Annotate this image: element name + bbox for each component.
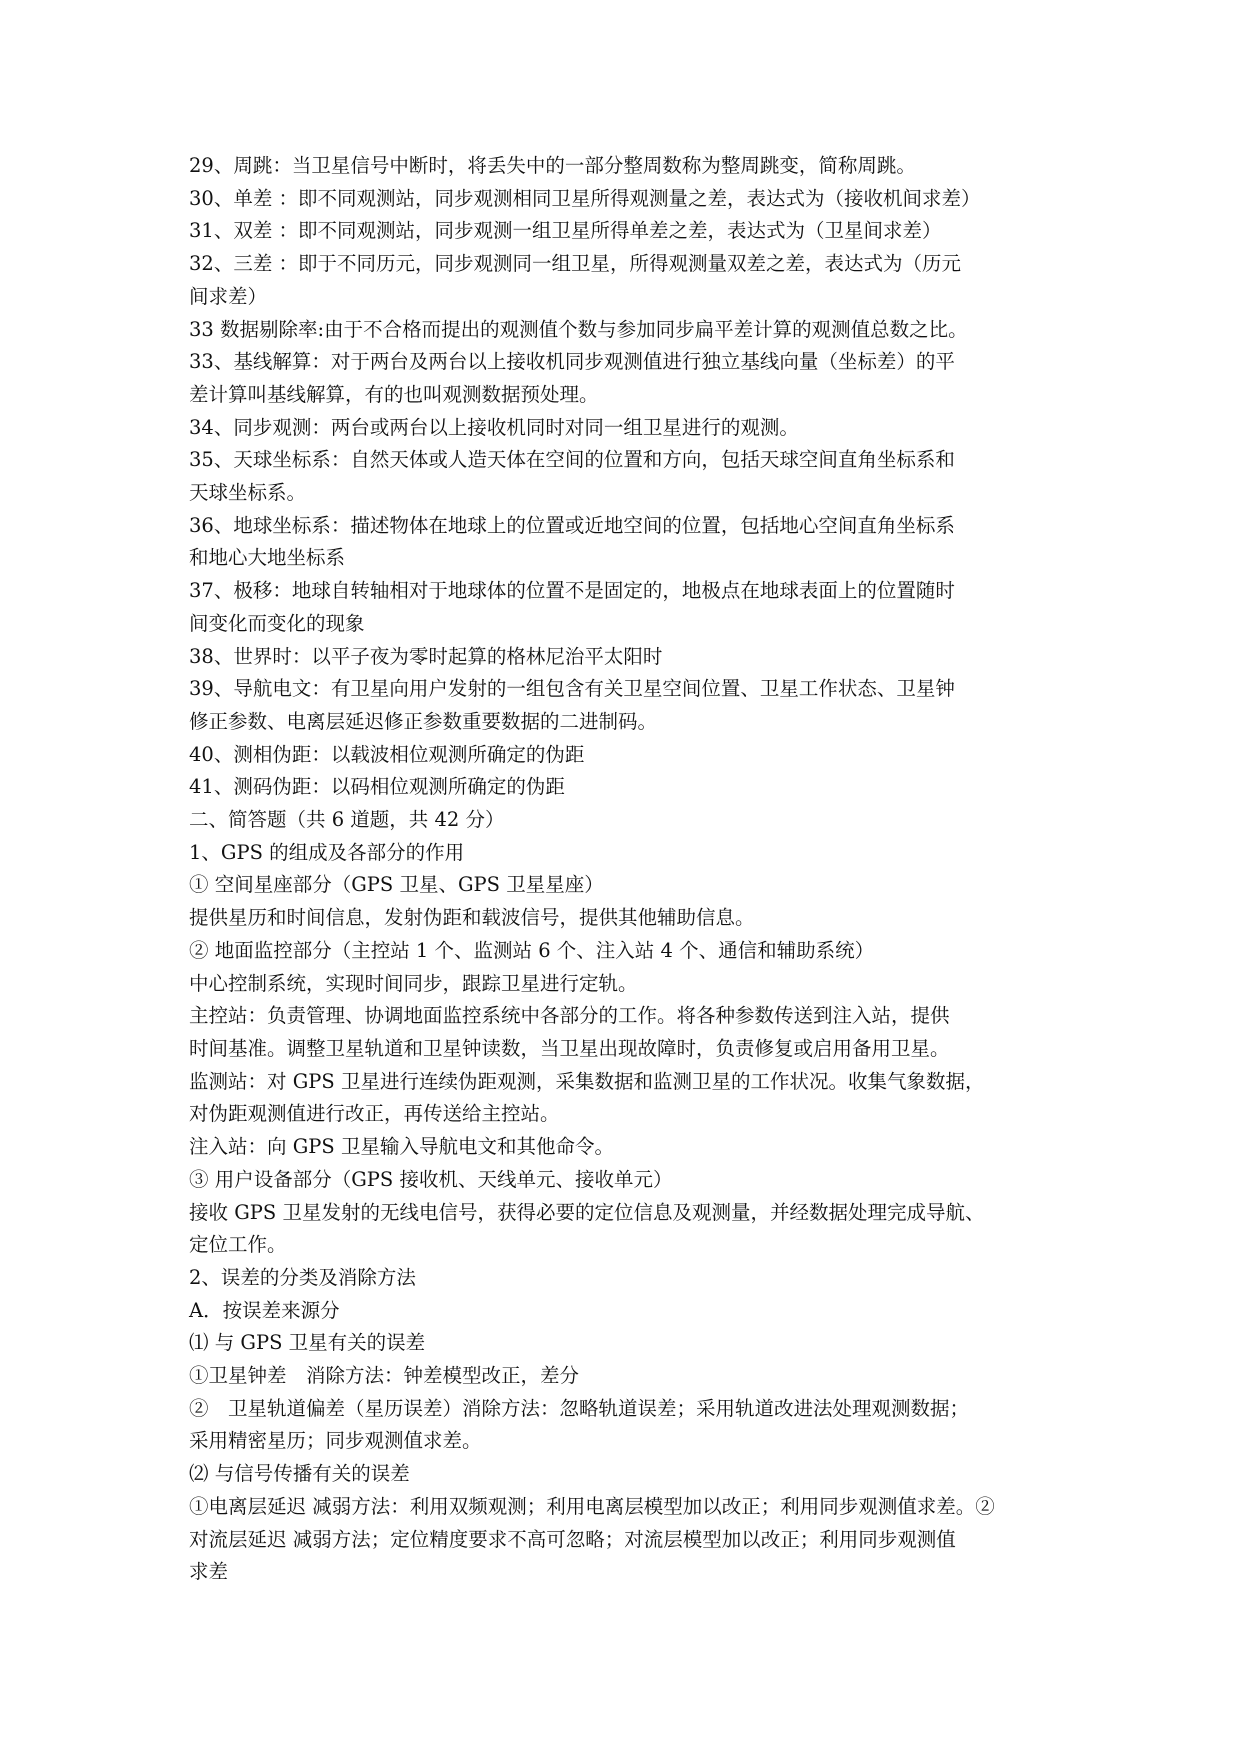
question-heading: 1、GPS 的组成及各部分的作用 (189, 840, 465, 864)
text-line: 29、周跳：当卫星信号中断时，将丢失中的一部分整周数称为整周跳变，简称周跳。 (189, 154, 916, 177)
text-line: 间求差） (189, 284, 268, 308)
text-line: 差计算叫基线解算，有的也叫观测数据预处理。 (189, 382, 599, 406)
text-line: 41、测码伪距：以码相位观测所确定的伪距 (189, 775, 565, 799)
text-line: 33 数据剔除率:由于不合格而提出的观测值个数与参加同步扁平差计算的观测值总数之比。 (189, 317, 968, 341)
text-line: 和地心大地坐标系 (189, 546, 346, 570)
text-line: 时间基准。调整卫星轨道和卫星钟读数，当卫星出现故障时，负责修复或启用备用卫星。 (189, 1036, 950, 1060)
text-line: 36、地球坐标系：描述物体在地球上的位置或近地空间的位置，包括地心空间直角坐标系 (189, 513, 955, 537)
text-line: ① 空间星座部分（GPS 卫星、GPS 卫星星座） (189, 873, 604, 897)
section-heading: 二、简答题（共 6 道题，共 42 分） (189, 808, 505, 832)
text-line: 注入站：向 GPS 卫星输入导航电文和其他命令。 (189, 1135, 614, 1159)
text-line: 38、世界时：以平子夜为零时起算的格林尼治平太阳时 (189, 644, 663, 668)
text-line: 修正参数、电离层延迟修正参数重要数据的二进制码。 (189, 709, 658, 733)
text-line: 对伪距观测值进行改正，再传送给主控站。 (189, 1102, 560, 1126)
text-line: 30、单差 ：即不同观测站，同步观测相同卫星所得观测量之差，表达式为（接收机间求差） (189, 186, 981, 210)
text-line: 35、天球坐标系：自然天体或人造天体在空间的位置和方向，包括天球空间直角坐标系和 (189, 448, 955, 472)
text-line: 中心控制系统，实现时间同步，跟踪卫星进行定轨。 (189, 971, 638, 995)
text-line: A．按误差来源分 (189, 1298, 340, 1322)
text-line: 接收 GPS 卫星发射的无线电信号，获得必要的定位信息及观测量，并经数据处理完成导航、 (189, 1200, 985, 1224)
text-line: 40、测相伪距：以载波相位观测所确定的伪距 (189, 742, 585, 766)
text-line: ①电离层延迟 减弱方法：利用双频观测；利用电离层模型加以改正；利用同步观测值求差。② (189, 1494, 995, 1518)
text-line: ② 地面监控部分（主控站 1 个、监测站 6 个、注入站 4 个、通信和辅助系统） (189, 938, 875, 962)
text-line: 主控站：负责管理、协调地面监控系统中各部分的工作。将各种参数传送到注入站，提供 (189, 1004, 950, 1028)
text-line: 32、三差 ：即于不同历元，同步观测同一组卫星，所得观测量双差之差，表达式为（历元 (189, 252, 962, 276)
text-line: ② 卫星轨道偏差（星历误差）消除方法：忽略轨道误差；采用轨道改进法处理观测数据； (189, 1396, 970, 1420)
text-line: 33、基线解算：对于两台及两台以上接收机同步观测值进行独立基线向量（坐标差）的平 (189, 350, 955, 374)
text-line: 求差 (189, 1560, 229, 1584)
text-line: 39、导航电文：有卫星向用户发射的一组包含有关卫星空间位置、卫星工作状态、卫星钟 (189, 677, 955, 701)
text-line: 37、极移：地球自转轴相对于地球体的位置不是固定的，地极点在地球表面上的位置随时 (189, 579, 955, 603)
text-line: 采用精密星历；同步观测值求差。 (189, 1429, 482, 1453)
text-line: 31、双差 ：即不同观测站，同步观测一组卫星所得单差之差，表达式为（卫星间求差） (189, 219, 942, 243)
document-page (189, 150, 1069, 1589)
text-line: 34、同步观测：两台或两台以上接收机同时对同一组卫星进行的观测。 (189, 415, 799, 439)
text-line: 天球坐标系。 (189, 481, 307, 505)
text-line: ①卫星钟差 消除方法：钟差模型改正，差分 (189, 1364, 580, 1388)
text-line: 间变化而变化的现象 (189, 611, 365, 635)
text-line: ③ 用户设备部分（GPS 接收机、天线单元、接收单元） (189, 1167, 673, 1191)
text-line: ⑴ 与 GPS 卫星有关的误差 (189, 1331, 426, 1355)
text-line: 监测站：对 GPS 卫星进行连续伪距观测，采集数据和监测卫星的工作状况。收集气象数据， (189, 1069, 985, 1093)
text-line: 提供星历和时间信息，发射伪距和载波信号，提供其他辅助信息。 (189, 906, 755, 930)
text-line: 定位工作。 (189, 1233, 287, 1257)
text-line: ⑵ 与信号传播有关的误差 (189, 1462, 410, 1486)
text-line: 对流层延迟 减弱方法；定位精度要求不高可忽略；对流层模型加以改正；利用同步观测值 (189, 1527, 956, 1551)
question-heading: 2、误差的分类及消除方法 (189, 1265, 416, 1289)
